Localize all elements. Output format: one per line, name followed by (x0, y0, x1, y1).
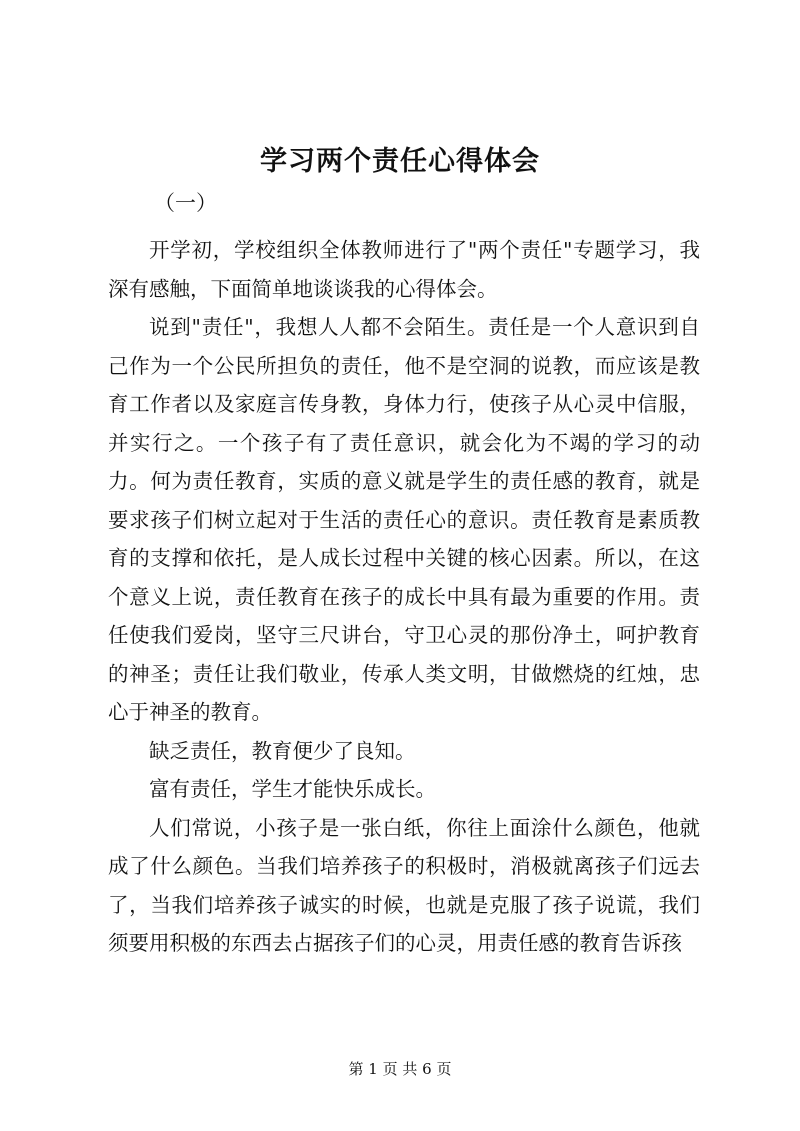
paragraph-responsibility: 说到"责任"，我想人人都不会陌生。责任是一个人意识到自己作为一个公民所担负的责任，他不是空洞的说教，而应该是教育工作者以及家庭言传身教，身体力行，使孩子从心灵中信服，并实行之。一个孩子有了责任意识，就会化为不竭的学习的动力。何为责任教育，实质的意义就是学生的责任感的教育，就是要求孩子们树立起对于生活的责任心的意识。责任教育是素质教育的支撑和依托，是人成长过程中关键的核心因素。所以，在这个意义上说，责任教育在孩子的成长中具有最为重要的作用。责任使我们爱岗，坚守三尺讲台，守卫心灵的那份净土，呵护教育的神圣；责任让我们敬业，传承人类文明，甘做燃烧的红烛，忠心于神圣的教育。 (108, 315, 700, 724)
page-number-footer: 第 1 页 共 6 页 (348, 1060, 452, 1078)
document-body (108, 231, 700, 963)
paragraph-white-paper: 人们常说，小孩子是一张白纸，你往上面涂什么颜色，他就成了什么颜色。当我们培养孩子的积极时，消极就离孩子们远去了，当我们培养孩子诚实的时候，也就是克服了孩子说谎，我们须要用积极的东西去占据孩子们的心灵，用责任感的教育告诉孩 (108, 815, 700, 955)
document-title: 学习两个责任心得体会 (260, 146, 540, 177)
paragraph-intro: 开学初，学校组织全体教师进行了"两个责任"专题学习，我深有感触，下面简单地谈谈我的心得体会。 (108, 238, 700, 301)
paragraph-lack-responsibility: 缺乏责任，教育便少了良知。 (149, 738, 416, 763)
section-marker: （一） (154, 191, 217, 215)
paragraph-rich-responsibility: 富有责任，学生才能快乐成长。 (149, 777, 436, 801)
